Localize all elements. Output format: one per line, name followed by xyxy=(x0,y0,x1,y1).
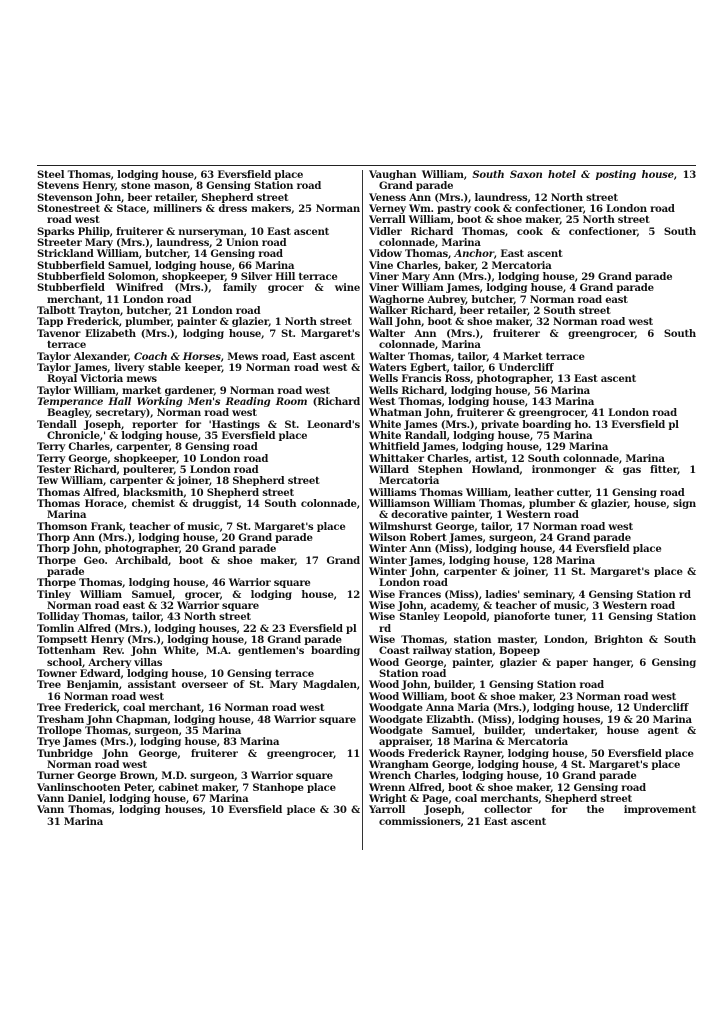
directory-entry: Vaughan William, South Saxon hotel & posting house, 13 Grand parade xyxy=(369,170,696,193)
directory-entry: Tapp Frederick, plumber, painter & glazier, 1 North street xyxy=(37,317,352,329)
directory-entry: Thomas Alfred, blacksmith, 10 Shepherd street xyxy=(37,487,294,499)
italic-business-name: Anchor xyxy=(454,249,494,261)
directory-entry: Tunbridge John George, fruiterer & greengrocer, 11 Norman road west xyxy=(37,748,360,771)
directory-entry: Viner Mary Ann (Mrs.), lodging house, 29 Grand parade xyxy=(369,272,673,284)
directory-entry: Wrench Charles, lodging house, 10 Grand parade xyxy=(369,771,637,783)
directory-entry: White James (Mrs.), private boarding ho. 13 Eversfield pl xyxy=(369,419,679,431)
directory-entry: Thomson Frank, teacher of music, 7 St. Margaret's place xyxy=(37,521,346,533)
top-rule xyxy=(37,165,696,166)
directory-entry: Tree Benjamin, assistant overseer of St. Mary Magdalen, 16 Norman road west xyxy=(37,680,360,703)
directory-entry: Walter Thomas, tailor, 4 Market terrace xyxy=(369,351,585,363)
directory-entry: Tompsett Henry (Mrs.), lodging house, 18 Grand parade xyxy=(37,635,342,647)
directory-entry: Vann Thomas, lodging houses, 10 Eversfield place & 30 & 31 Marina xyxy=(37,805,360,828)
directory-entry: Turner George Brown, M.D. surgeon, 3 Warrior square xyxy=(37,771,333,783)
directory-entry: Vann Daniel, lodging house, 67 Marina xyxy=(37,793,249,805)
directory-entry: Stubberfield Winifred (Mrs.), family grocer & wine merchant, 11 London road xyxy=(37,283,360,306)
italic-business-name: Coach & Horses xyxy=(133,351,221,363)
directory-entry: White Randall, lodging house, 75 Marina xyxy=(369,430,593,442)
directory-entry: Wells Richard, lodging house, 56 Marina xyxy=(369,385,590,397)
directory-entry: Woodgate Anna Maria (Mrs.), lodging house, 12 Undercliff xyxy=(369,703,688,715)
directory-entry: Wilmshurst George, tailor, 17 Norman road west xyxy=(369,521,633,533)
directory-entry: Tester Richard, poulterer, 5 London road xyxy=(37,464,259,476)
directory-entry: Thorpe Geo. Archibald, boot & shoe maker, 17 Grand parade xyxy=(37,555,360,579)
directory-entry: Temperance Hall Working Men's Reading Room (Richard Beagley, secretary), Norman road west xyxy=(37,396,360,420)
directory-entry: Tomlin Alfred (Mrs.), lodging houses, 22 & 23 Eversfield pl xyxy=(37,623,357,635)
directory-entry: Taylor William, market gardener, 9 Norman road west xyxy=(37,385,330,397)
directory-entry: Taylor Alexander, Coach & Horses, Mews road, East ascent xyxy=(37,351,355,363)
directory-entry: Wells Francis Ross, photographer, 13 East ascent xyxy=(369,374,636,386)
directory-entry: Wrenn Alfred, boot & shoe maker, 12 Gensing road xyxy=(369,782,646,794)
directory-entry: Whatman John, fruiterer & greengrocer, 41 London road xyxy=(369,408,677,420)
directory-entry: Sparks Philip, fruiterer & nurseryman, 10 East ascent xyxy=(37,226,330,238)
directory-entry: Stubberfield Solomon, shopkeeper, 9 Silver Hill terrace xyxy=(37,272,338,284)
directory-entry: Wrangham George, lodging house, 4 St. Margaret's place xyxy=(369,759,681,771)
directory-entry: Wood William, boot & shoe maker, 23 Norman road west xyxy=(369,691,677,703)
directory-entry: Terry Charles, carpenter, 8 Gensing road xyxy=(37,442,258,454)
directory-entry: Stubberfield Samuel, lodging house, 66 Marina xyxy=(37,260,295,272)
directory-entry: Veness Ann (Mrs.), laundress, 12 North street xyxy=(369,192,618,204)
right-column xyxy=(369,170,696,828)
directory-entry: Trollope Thomas, surgeon, 35 Marina xyxy=(37,725,242,737)
italic-business-name: Temperance Hall Working Men's Reading Room xyxy=(37,396,308,408)
directory-entry: Wright & Page, coal merchants, Shepherd street xyxy=(369,793,632,805)
directory-entry: Vanlinschooten Peter, cabinet maker, 7 Stanhope place xyxy=(37,782,336,794)
directory-entry: Stevens Henry, stone mason, 8 Gensing Station road xyxy=(37,181,322,193)
directory-entry: Yarroll Joseph, collector for the improvement commissioners, 21 East ascent xyxy=(369,805,696,828)
column-divider xyxy=(362,170,363,850)
directory-entry: Wise Frances (Miss), ladies' seminary, 4 Gensing Station rd xyxy=(369,589,691,601)
directory-entry: Tresham John Chapman, lodging house, 48 Warrior square xyxy=(37,714,356,726)
directory-entry: Vine Charles, baker, 2 Mercatoria xyxy=(369,260,552,272)
directory-entry: Whitfield James, lodging house, 129 Marina xyxy=(369,442,609,454)
directory-entry: Terry George, shopkeeper, 10 London road xyxy=(37,453,269,465)
directory-entry: Thorpe Thomas, lodging house, 46 Warrior square xyxy=(37,578,311,590)
directory-entry: Wall John, boot & shoe maker, 32 Norman road west xyxy=(369,317,653,329)
directory-entry: Whittaker Charles, artist, 12 South colonnade, Marina xyxy=(369,453,665,465)
directory-entry: Talbott Trayton, butcher, 21 London road xyxy=(37,306,261,318)
directory-entry: Wise Stanley Leopold, pianoforte tuner, 11 Gensing Station rd xyxy=(369,612,696,635)
left-column xyxy=(37,170,360,828)
directory-entry: Trye James (Mrs.), lodging house, 83 Marina xyxy=(37,737,280,749)
directory-entry: West Thomas, lodging house, 143 Marina xyxy=(369,396,595,408)
directory-entry: Tottenham Rev. John White, M.A. gentlemen's boarding school, Archery villas xyxy=(37,646,360,669)
directory-entry: Wood John, builder, 1 Gensing Station road xyxy=(369,680,604,692)
directory-entry: Wise John, academy, & teacher of music, 3 Western road xyxy=(369,601,675,613)
directory-entry: Thorp Ann (Mrs.), lodging house, 20 Grand parade xyxy=(37,533,313,544)
directory-entry: Stevenson John, beer retailer, Shepherd street xyxy=(37,192,289,204)
directory-entry: Waters Egbert, tailor, 6 Undercliff xyxy=(369,362,554,374)
directory-entry: Winter John, carpenter & joiner, 11 St. Margaret's place & London road xyxy=(369,567,696,590)
directory-entry: Vidler Richard Thomas, cook & confectioner, 5 South colonnade, Marina xyxy=(369,226,696,250)
directory-entry: Tolliday Thomas, tailor, 43 North street xyxy=(37,612,251,624)
directory-entry: Strickland William, butcher, 14 Gensing road xyxy=(37,249,283,261)
directory-entry: Woods Frederick Rayner, lodging house, 50 Eversfield place xyxy=(369,748,694,760)
directory-entry: Woodgate Samuel, builder, undertaker, house agent & appraiser, 18 Marina & Mercatoria xyxy=(369,725,696,749)
directory-entry: Williams Thomas William, leather cutter, 11 Gensing road xyxy=(369,487,685,499)
directory-entry: Tree Frederick, coal merchant, 16 Norman road west xyxy=(37,703,325,715)
directory-entry: Walter Ann (Mrs.), fruiterer & greengrocer, 6 South colonnade, Marina xyxy=(369,328,696,352)
directory-entry: Wilson Robert James, surgeon, 24 Grand parade xyxy=(369,533,631,544)
directory-entry: Waghorne Aubrey, butcher, 7 Norman road east xyxy=(369,294,628,306)
directory-entry: Taylor James, livery stable keeper, 19 Norman road west & Royal Victoria mews xyxy=(37,362,360,386)
directory-entry: Towner Edward, lodging house, 10 Gensing terrace xyxy=(37,669,314,681)
directory-entry: Thomas Horace, chemist & druggist, 14 South colonnade, Marina xyxy=(37,498,360,522)
directory-entry: Woodgate Elizabth. (Miss), lodging houses, 19 & 20 Marina xyxy=(369,714,692,726)
directory-entry: Verney Wm. pastry cook & confectioner, 16 London road xyxy=(369,204,675,216)
directory-entry: Stonestreet & Stace, milliners & dress makers, 25 Norman road west xyxy=(37,204,360,227)
directory-entry: Tendall Joseph, reporter for 'Hastings & St. Leonard's Chronicle,' & lodging house, 35 Eversfield place xyxy=(37,419,360,442)
directory-entry: Winter James, lodging house, 128 Marina xyxy=(369,555,595,567)
directory-entry: Tew William, carpenter & joiner, 18 Shepherd street xyxy=(37,476,320,488)
directory-entry: Wise Thomas, station master, London, Brighton & South Coast railway station, Bopeep xyxy=(369,635,696,658)
directory-entry: Tinley William Samuel, grocer, & lodging house, 12 Norman road east & 32 Warrior square xyxy=(37,589,360,613)
directory-entry: Tavenor Elizabeth (Mrs.), lodging house, 7 St. Margaret's terrace xyxy=(37,328,360,352)
italic-business-name: South Saxon hotel & posting house xyxy=(472,170,674,181)
directory-entry: Williamson William Thomas, plumber & glazier, house, sign & decorative painter, 1 Western road xyxy=(369,498,696,522)
directory-entry: Thorp John, photographer, 20 Grand parade xyxy=(37,544,277,556)
directory-entry: Viner William James, lodging house, 4 Grand parade xyxy=(369,283,654,295)
directory-entry: Vidow Thomas, Anchor, East ascent xyxy=(369,249,563,261)
directory-entry: Steel Thomas, lodging house, 63 Eversfield place xyxy=(37,170,304,181)
directory-entry: Wood George, painter, glazier & paper hanger, 6 Gensing Station road xyxy=(369,657,696,681)
directory-entry: Willard Stephen Howland, ironmonger & gas fitter, 1 Mercatoria xyxy=(369,464,696,488)
directory-entry: Walker Richard, beer retailer, 2 South street xyxy=(369,306,611,318)
directory-entry: Winter Ann (Miss), lodging house, 44 Eversfield place xyxy=(369,544,662,556)
directory-entry: Streeter Mary (Mrs.), laundress, 2 Union road xyxy=(37,238,287,250)
directory-entry: Verrall William, boot & shoe maker, 25 North street xyxy=(369,215,650,227)
